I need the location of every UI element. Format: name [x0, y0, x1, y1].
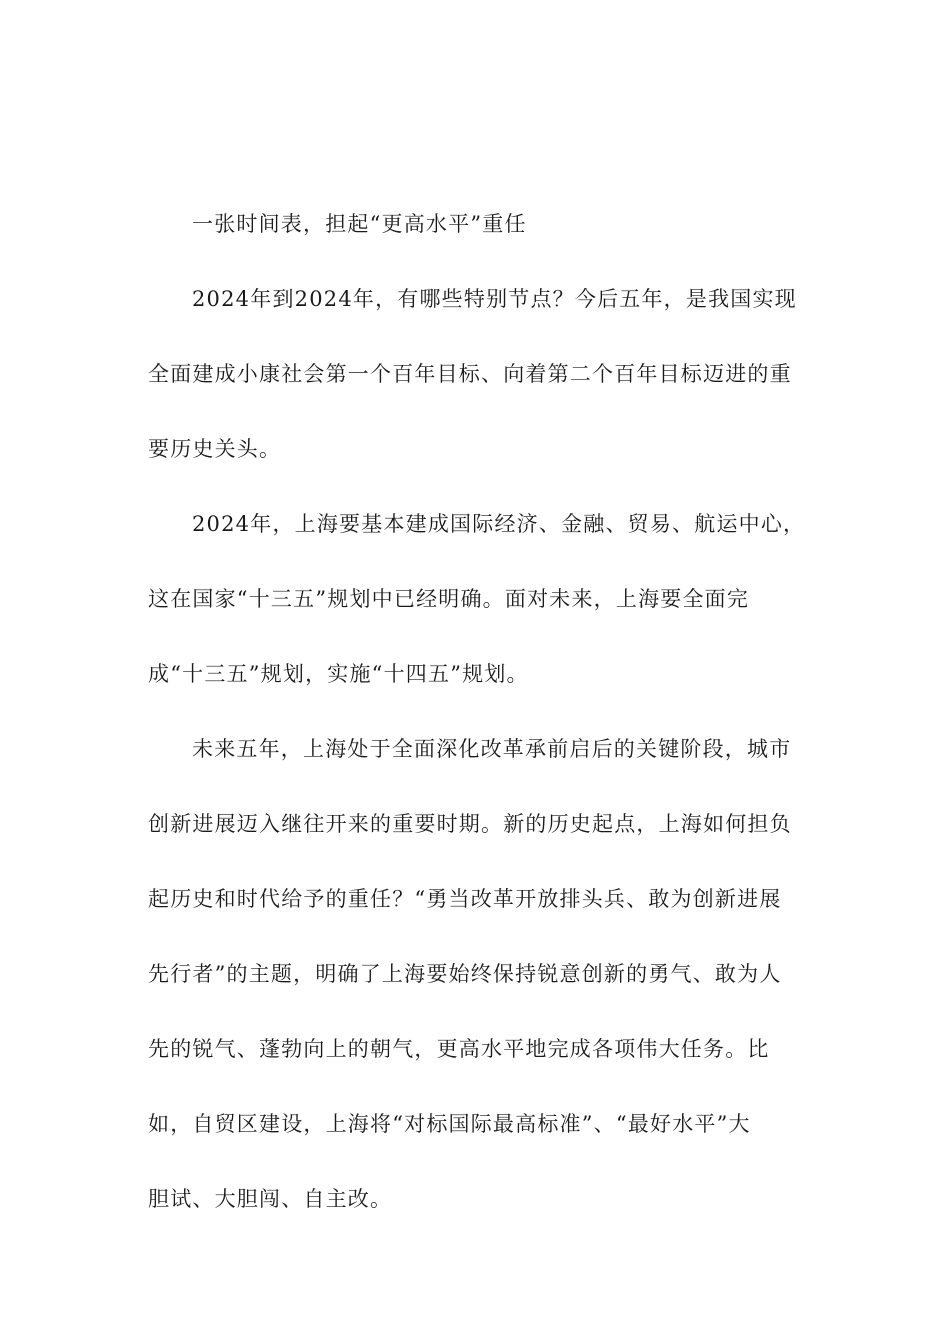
- paragraph-line: 要历史关头。: [148, 437, 282, 461]
- paragraph-line: 如，自贸区建设，上海将“对标国际最高标准”、“最好水平”大: [148, 1112, 751, 1136]
- paragraph-line: 创新进展迈入继往开来的重要时期。新的历史起点，上海如何担负: [148, 812, 792, 836]
- paragraph-line: 先行者”的主题，明确了上海要始终保持锐意创新的勇气、敢为人: [148, 962, 782, 986]
- paragraph-line: 起历史和时代给予的重任？“勇当改革开放排头兵、敢为创新进展: [148, 887, 782, 911]
- paragraph-line: 未来五年，上海处于全面深化改革承前启后的关键阶段，城市: [192, 737, 792, 761]
- paragraph-line: 全面建成小康社会第一个百年目标、向着第二个百年目标迈进的重: [148, 362, 792, 386]
- paragraph-line: 胆试、大胆闯、自主改。: [148, 1187, 393, 1211]
- paragraph-1: [148, 262, 798, 487]
- document-body: [148, 187, 806, 1237]
- heading-line: 一张时间表，担起“更高水平”重任: [192, 212, 527, 236]
- paragraph-2: [148, 487, 806, 712]
- paragraph-line: 这在国家“十三五”规划中已经明确。面对未来，上海要全面完: [148, 587, 750, 611]
- paragraph-line: 2024年到2024年，有哪些特别节点？今后五年，是我国实现: [192, 287, 797, 311]
- paragraph-line: 成“十三五”规划，实施“十四五”规划。: [148, 662, 529, 686]
- paragraph-3: [148, 712, 798, 1237]
- paragraph-heading: [148, 187, 798, 262]
- paragraph-line: 先的锐气、蓬勃向上的朝气，更高水平地完成各项伟大任务。比: [148, 1037, 770, 1061]
- paragraph-line: 2024年，上海要基本建成国际经济、金融、贸易、航运中心，: [192, 512, 806, 536]
